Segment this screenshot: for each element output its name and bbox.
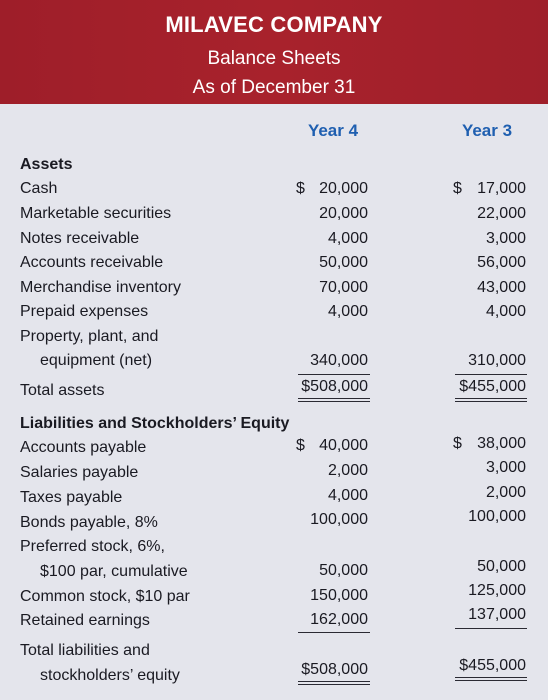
cash-year4: 20,000 [319, 180, 368, 197]
ppe-label-line1: Property, plant, and [20, 328, 159, 345]
ppe-year3: 310,000 [468, 352, 526, 369]
salaries-payable-year4: 2,000 [327, 462, 368, 479]
retained-earnings-label: Retained earnings [20, 612, 150, 629]
accounts-receivable-year4: 50,000 [319, 254, 368, 271]
preferred-stock-year4: 50,000 [319, 562, 368, 579]
taxes-payable-year4: 4,000 [327, 487, 368, 504]
total-double-rule [298, 398, 370, 399]
total-liabilities-year4: $508,000 [301, 661, 368, 678]
notes-receivable-year3: 3,000 [485, 230, 526, 247]
accounts-payable-year4: 40,000 [319, 437, 368, 454]
total-double-rule [298, 401, 370, 402]
taxes-payable-label: Taxes payable [20, 489, 123, 506]
bonds-payable-label: Bonds payable, 8% [20, 514, 158, 531]
total-liabilities-label-line1: Total liabilities and [20, 642, 150, 659]
salaries-payable-label: Salaries payable [20, 464, 139, 481]
preferred-stock-year3: 50,000 [477, 558, 526, 575]
ppe-label-line2: equipment (net) [40, 352, 153, 369]
total-double-rule [298, 681, 370, 682]
total-liabilities-label-line2: stockholders’ equity [40, 667, 180, 684]
total-double-rule [455, 401, 527, 402]
common-stock-label: Common stock, $10 par [20, 588, 190, 605]
salaries-payable-year3: 3,000 [485, 459, 526, 476]
accounts-receivable-label: Accounts receivable [20, 254, 164, 271]
cash-year3: 17,000 [477, 180, 526, 197]
currency-sign: $ [296, 180, 305, 197]
bonds-payable-year3: 100,000 [468, 508, 526, 525]
taxes-payable-year3: 2,000 [485, 484, 526, 501]
prepaid-expenses-year3: 4,000 [485, 303, 526, 320]
subtotal-rule [455, 628, 527, 629]
total-assets-label: Total assets [20, 382, 105, 399]
subtotal-rule [455, 374, 527, 375]
total-double-rule [455, 677, 527, 678]
accounts-receivable-year3: 56,000 [477, 254, 526, 271]
currency-sign: $ [453, 435, 462, 452]
prepaid-expenses-year4: 4,000 [327, 303, 368, 320]
preferred-stock-label-line2: $100 par, cumulative [40, 563, 188, 580]
marketable-securities-year4: 20,000 [319, 205, 368, 222]
bonds-payable-year4: 100,000 [310, 511, 368, 528]
retained-earnings-year4: 162,000 [310, 611, 368, 628]
company-name: MILAVEC COMPANY [165, 12, 383, 37]
accounts-payable-year3: 38,000 [477, 435, 526, 452]
ppe-year4: 340,000 [310, 352, 368, 369]
marketable-securities-label: Marketable securities [20, 205, 172, 222]
total-double-rule [455, 398, 527, 399]
statement-header [0, 0, 548, 104]
total-assets-year4: $508,000 [301, 378, 368, 395]
retained-earnings-year3: 137,000 [468, 606, 526, 623]
total-assets-year3: $455,000 [459, 378, 526, 395]
merchandise-inventory-year4: 70,000 [319, 279, 368, 296]
marketable-securities-year3: 22,000 [477, 205, 526, 222]
cash-label: Cash [20, 180, 58, 197]
subtotal-rule [298, 632, 370, 633]
merchandise-inventory-year3: 43,000 [477, 279, 526, 296]
prepaid-expenses-label: Prepaid expenses [20, 303, 149, 320]
common-stock-year3: 125,000 [468, 582, 526, 599]
liabilities-heading: Liabilities and Stockholders’ Equity [20, 415, 290, 432]
merchandise-inventory-label: Merchandise inventory [20, 279, 181, 296]
common-stock-year4: 150,000 [310, 587, 368, 604]
statement-title: Balance Sheets [207, 48, 341, 69]
column-header-year3: Year 3 [461, 121, 513, 140]
total-double-rule [298, 684, 370, 685]
notes-receivable-year4: 4,000 [327, 230, 368, 247]
assets-heading: Assets [20, 156, 73, 173]
accounts-payable-label: Accounts payable [20, 439, 147, 456]
subtotal-rule [298, 374, 370, 375]
currency-sign: $ [296, 437, 305, 454]
total-liabilities-year3: $455,000 [459, 657, 526, 674]
total-double-rule [455, 680, 527, 681]
notes-receivable-label: Notes receivable [20, 230, 140, 247]
statement-date: As of December 31 [192, 77, 356, 98]
column-header-year4: Year 4 [307, 121, 359, 140]
preferred-stock-label-line1: Preferred stock, 6%, [20, 538, 165, 555]
currency-sign: $ [453, 180, 462, 197]
